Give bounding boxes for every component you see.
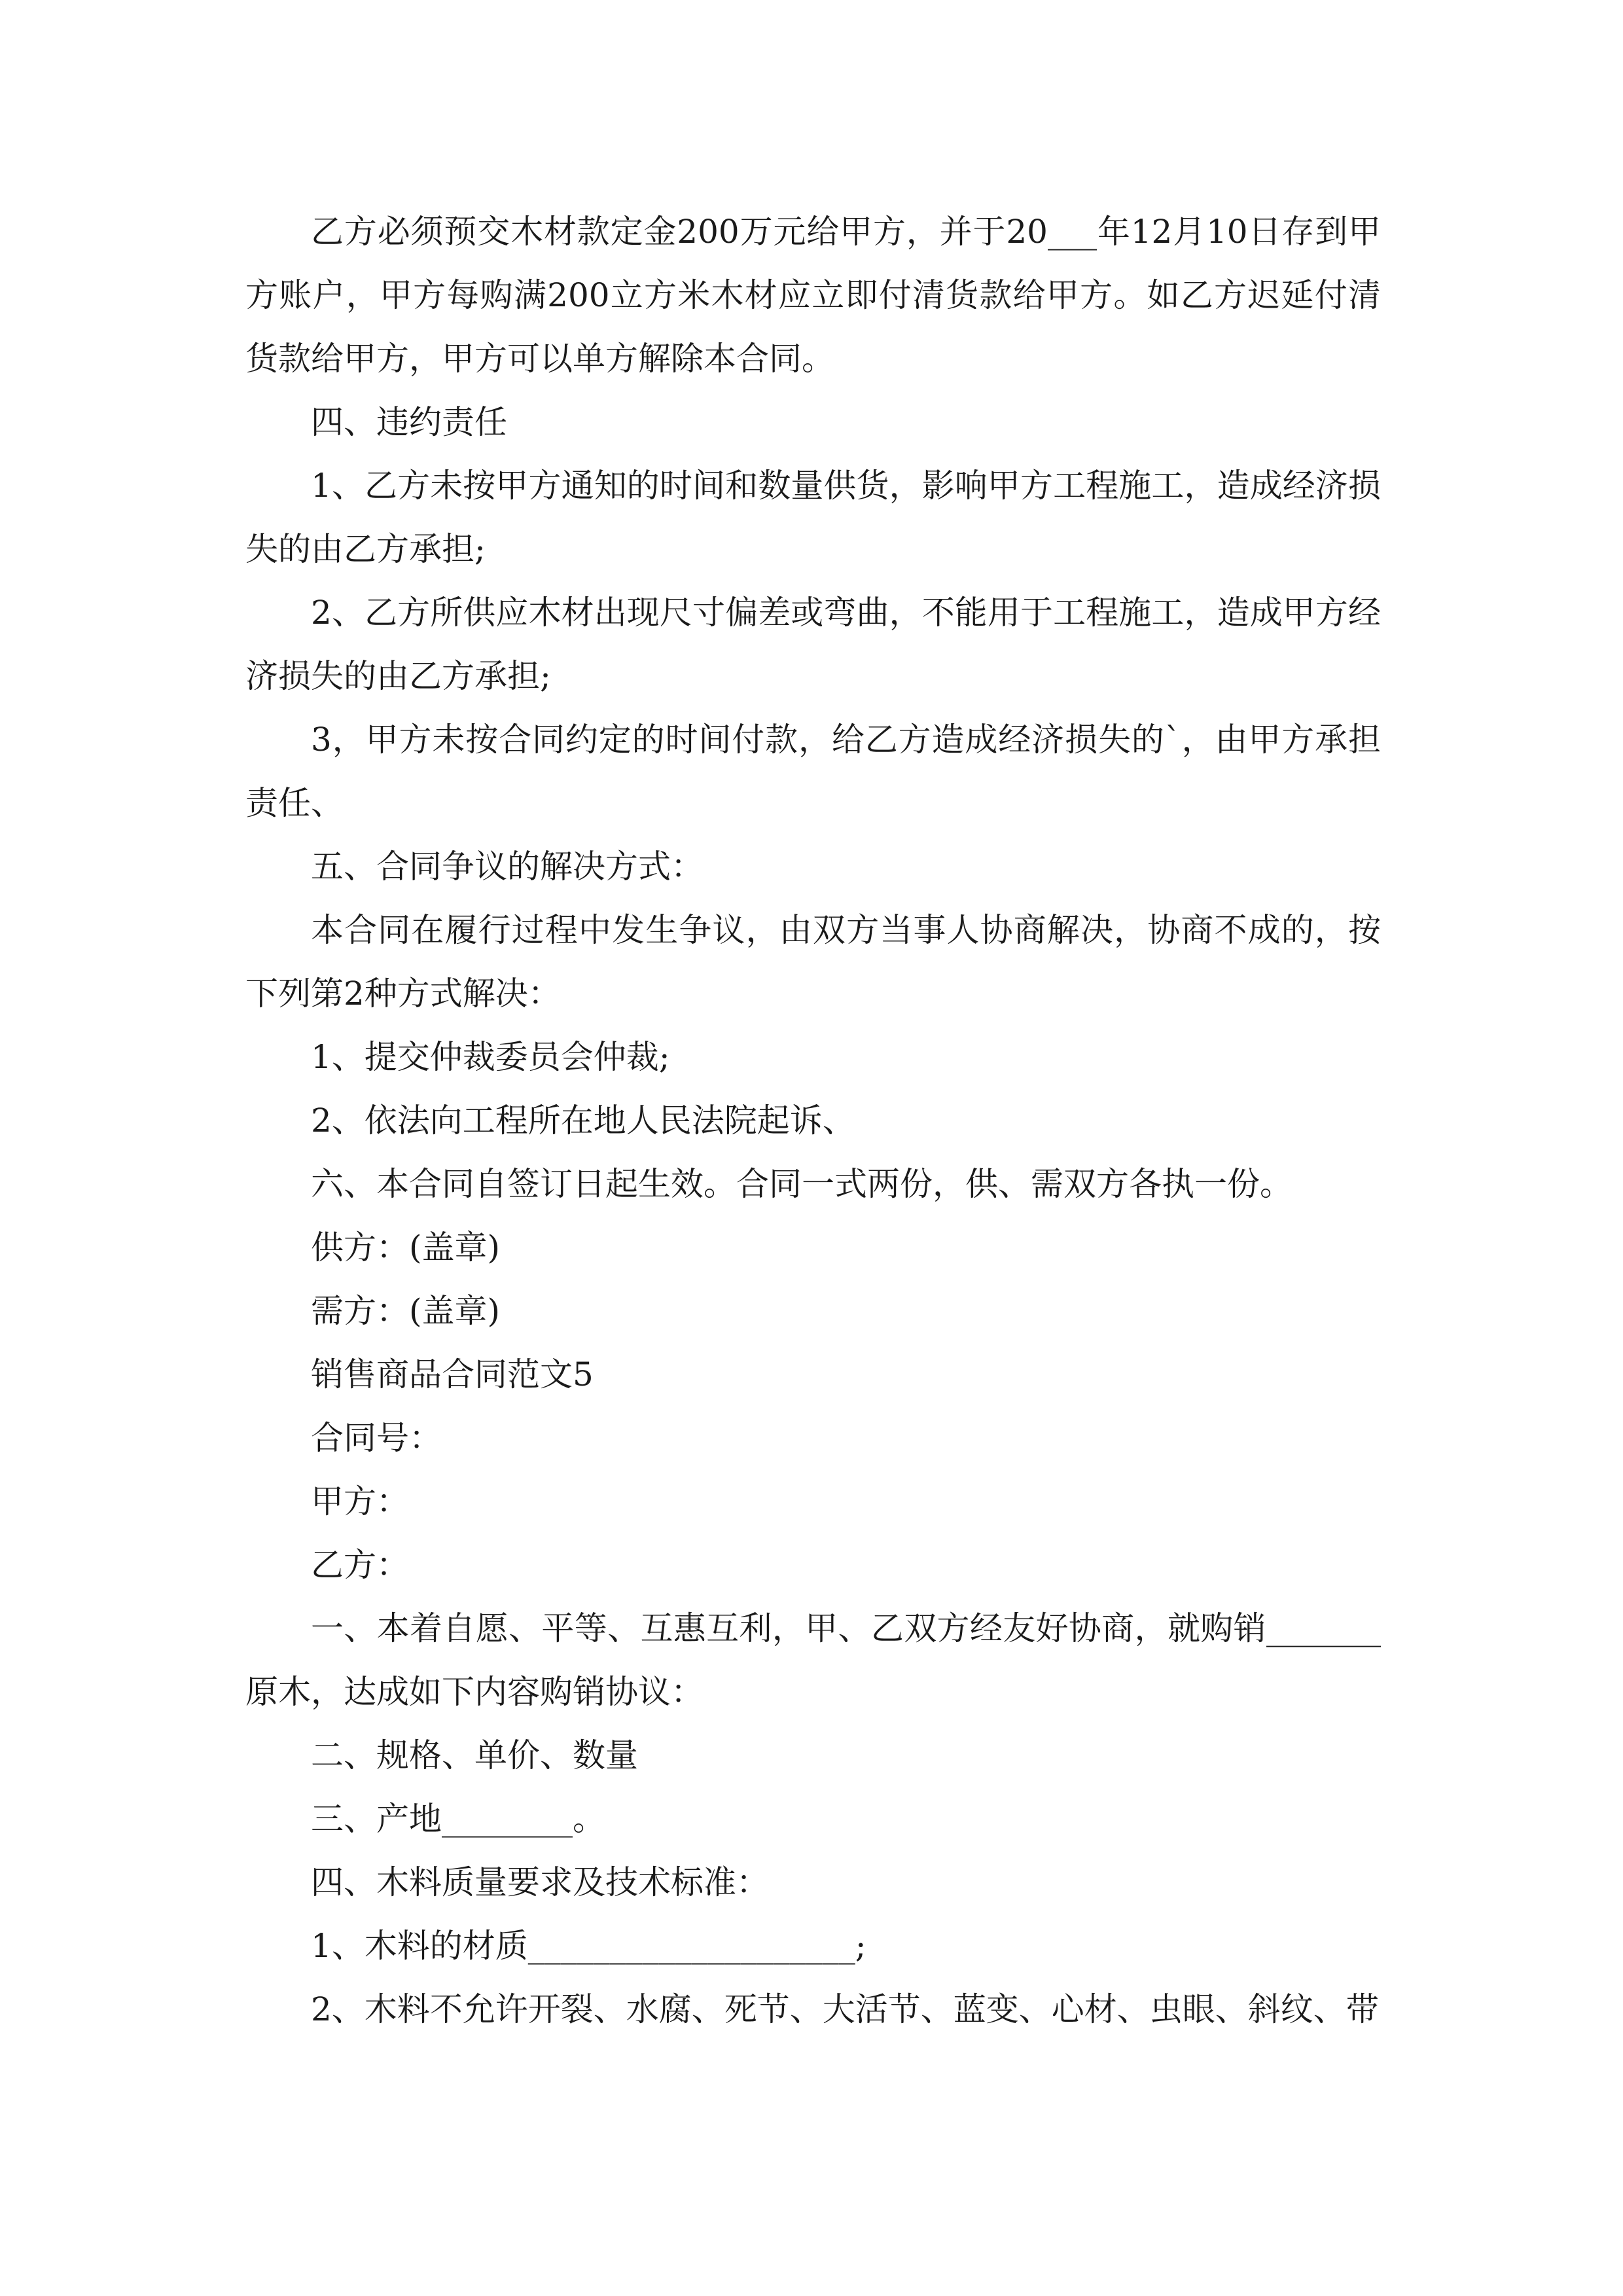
paragraph-dispute-option-2: 2、依法向工程所在地人民法院起诉、 xyxy=(311,1102,855,1139)
paragraph-wood-defects: 2、木料不允许开裂、水腐、死节、大活节、蓝变、心材、虫眼、斜纹、带 xyxy=(311,1990,1379,2028)
party-b-line: 乙方： xyxy=(311,1546,409,1584)
document-body xyxy=(245,200,1381,2041)
paragraph-effective-date: 六、本合同自签订日起生效。合同一式两份，供、需双方各执一份。 xyxy=(311,1165,1293,1203)
paragraph-breach-3: 3，甲方未按合同约定的时间付款，给乙方造成经济损失的`，由甲方承担责任、 xyxy=(245,721,1381,822)
party-a-line: 甲方： xyxy=(311,1482,409,1520)
heading-origin: 三、产地________。 xyxy=(311,1800,605,1838)
section-title: 销售商品合同范文5 xyxy=(311,1355,594,1393)
paragraph-deposit-terms: 乙方必须预交木材款定金200万元给甲方，并于20___年12月10日存到甲方账户，甲方每购满200立方米木材应立即付清货款给甲方。如乙方迟延付清货款给甲方，甲方可以单方解除本合同。 xyxy=(245,213,1381,378)
heading-specs-price-quantity: 二、规格、单价、数量 xyxy=(311,1736,638,1774)
paragraph-dispute-option-1: 1、提交仲裁委员会仲裁; xyxy=(311,1038,670,1076)
supplier-seal-line: 供方：(盖章) xyxy=(311,1229,501,1266)
heading-quality-requirements: 四、木料质量要求及技术标准： xyxy=(311,1863,769,1901)
heading-dispute-resolution: 五、合同争议的解决方式： xyxy=(311,848,704,886)
contract-number-line: 合同号： xyxy=(311,1419,442,1457)
paragraph-breach-2: 2、乙方所供应木材出现尺寸偏差或弯曲，不能用于工程施工，造成甲方经济损失的由乙方承担; xyxy=(245,594,1381,695)
paragraph-wood-material: 1、木料的材质____________________; xyxy=(311,1927,866,1965)
paragraph-breach-1: 1、乙方未按甲方通知的时间和数量供货，影响甲方工程施工，造成经济损失的由乙方承担; xyxy=(245,467,1381,568)
heading-breach-liability: 四、违约责任 xyxy=(311,403,507,441)
buyer-seal-line: 需方：(盖章) xyxy=(311,1292,501,1330)
paragraph-dispute-terms: 本合同在履行过程中发生争议，由双方当事人协商解决，协商不成的，按下列第2种方式解决： xyxy=(245,911,1381,1013)
paragraph-agreement-intro: 一、本着自愿、平等、互惠互利，甲、乙双方经友好协商，就购销_______原木，达成如下内容购销协议： xyxy=(245,1609,1381,1711)
